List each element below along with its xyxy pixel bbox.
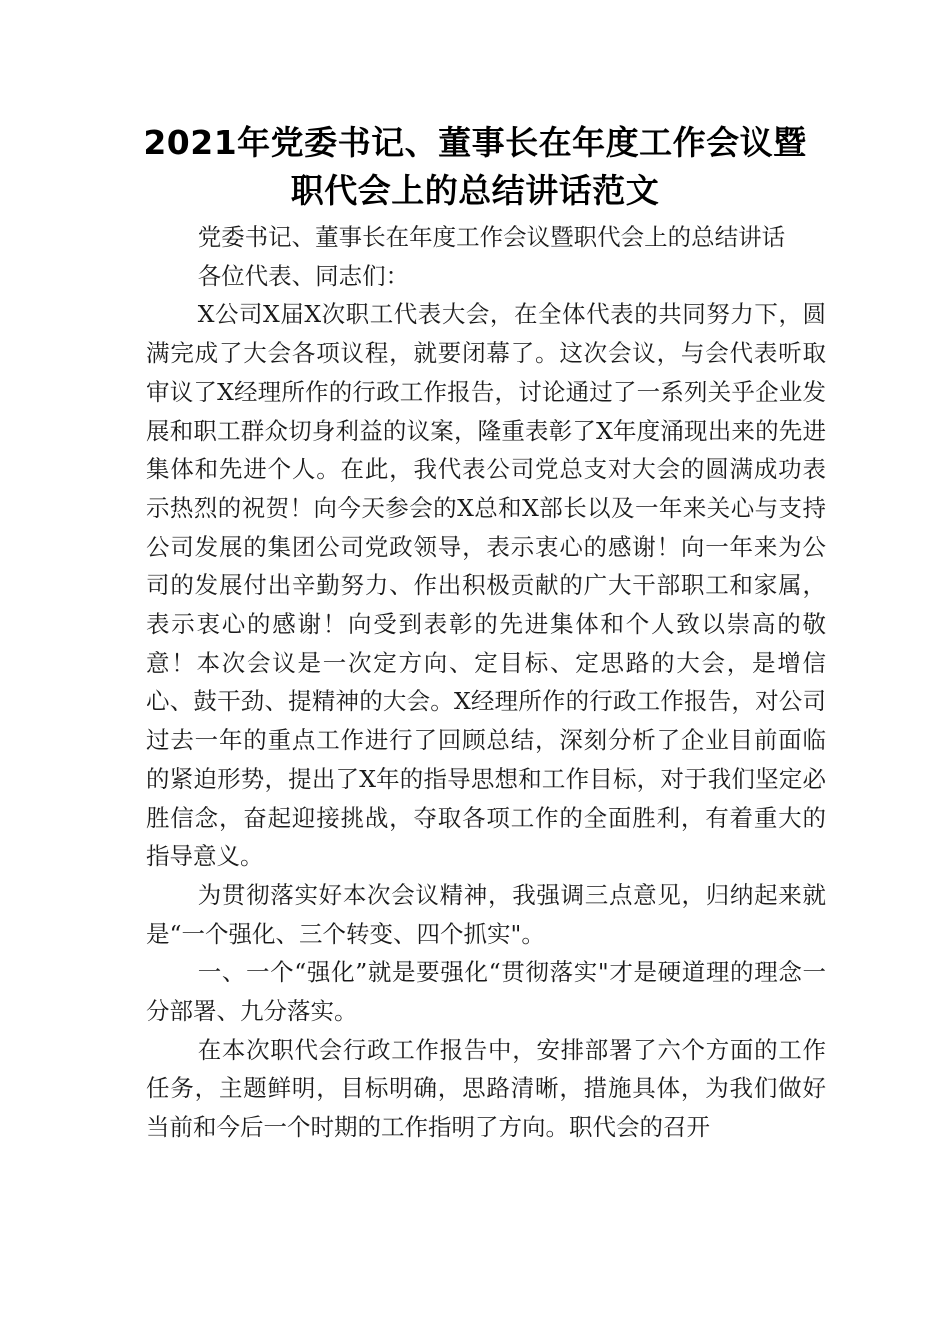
paragraph-work-report: 在本次职代会行政工作报告中，安排部署了六个方面的工作任务，主题鲜明，目标明确，思路清晰，措施具体，为我们做好当前和今后一个时期的工作指明了方向。职代会的召开 [146, 1035, 826, 1142]
paragraph-section-one-heading: 一、一个“强化”就是要强化“贯彻落实"才是硬道理的理念一分部署、九分落实。 [146, 958, 826, 1026]
document-title-line-2: 职代会上的总结讲话范文 [290, 171, 660, 210]
document-body [146, 218, 826, 1147]
paragraph-salutation: 各位代表、同志们： [197, 261, 410, 290]
document-title-line-1: 2021年党委书记、董事长在年度工作会议暨 [143, 123, 807, 162]
paragraph-subtitle: 党委书记、董事长在年度工作会议暨职代会上的总结讲话 [197, 223, 786, 251]
paragraph-three-points: 为贯彻落实好本次会议精神，我强调三点意见，归纳起来就是“一个强化、三个转变、四个抓实"。 [146, 880, 826, 948]
paragraph-opening: X公司X届X次职工代表大会，在全体代表的共同努力下，圆满完成了大会各项议程，就要闭幕了。这次会议，与会代表听取审议了X经理所作的行政工作报告，讨论通过了一系列关乎企业发展和职工群众切身利益的议案，隆重表彰了X年度涌现出来的先进集体和先进个人。在此，我代表公司党总支对大会的圆满成功表示热烈的祝贺！向今天参会的X总和X部长以及一年来关心与支持公司发展的集团公司党政领导，表示衷心的感谢！向一年来为公司的发展付出辛勤努力、作出积极贡献的广大干部职工和家属，表示衷心的感谢！向受到表彰的先进集体和个人致以崇高的敬意！本次会议是一次定方向、定目标、定思路的大会，是增信心、鼓干劲、提精神的大会。X经理所作的行政工作报告，对公司过去一年的重点工作进行了回顾总结，深刻分析了企业目前面临的紧迫形势，提出了X年的指导思想和工作目标，对于我们坚定必胜信念，奋起迎接挑战，夺取各项工作的全面胜利，有着重大的指导意义。 [146, 300, 826, 871]
